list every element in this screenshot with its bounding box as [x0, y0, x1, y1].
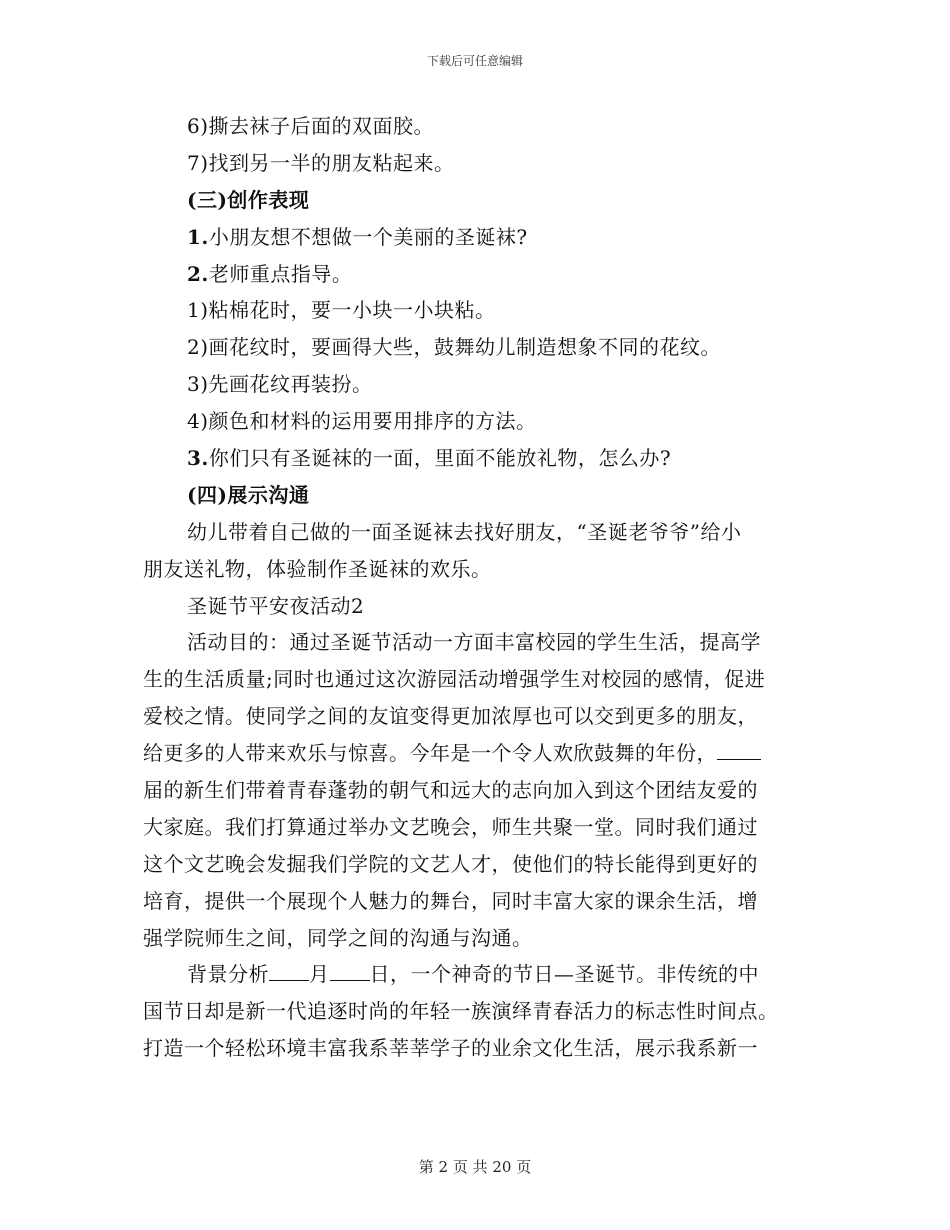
- item-number: 2.: [187, 261, 209, 286]
- paragraph-line: 培育，提供一个展现个人魅力的舞台，同时丰富大家的课余生活，增: [143, 888, 758, 913]
- paragraph-line: 强学院师生之间，同学之间的沟通与沟通。: [143, 925, 533, 950]
- paragraph-line: 这个文艺晚会发掘我们学院的文艺人才，使他们的特长能得到更好的: [143, 851, 758, 876]
- paragraph-line: 国节日却是新一代追逐时尚的年轻一族演绎青春活力的标志性时间点。: [143, 999, 779, 1024]
- list-item: 2)画花纹时，要画得大些，鼓舞幼儿制造想象不同的花纹。: [187, 335, 722, 360]
- paragraph-line: [143, 956, 811, 993]
- page-header: 下载后可任意编辑: [426, 54, 523, 68]
- paragraph-line: 届的新生们带着青春蓬勃的朝气和远大的志向加入到这个团结友爱的: [143, 778, 758, 803]
- list-item: 7)找到另一半的朋友粘起来。: [187, 150, 455, 175]
- list-item: [143, 219, 811, 256]
- item-text: 老师重点指导。: [208, 261, 353, 286]
- paragraph-line: 打造一个轻松环境丰富我系莘莘学子的业余文化生活，展示我系新一: [143, 1036, 758, 1061]
- paragraph-line: 大家庭。我们打算通过举办文艺晚会，师生共聚一堂。同时我们通过: [143, 814, 758, 839]
- list-item: 4)颜色和材料的运用要用排序的方法。: [187, 409, 537, 434]
- section-heading: (三)创作表现: [187, 187, 310, 212]
- fill-blank: [330, 962, 370, 981]
- page-number: 第 2 页 共 20 页: [418, 1158, 532, 1176]
- section-heading: (四)展示沟通: [187, 482, 310, 507]
- list-item: 6)撕去袜子后面的双面胶。: [187, 114, 435, 138]
- fill-blank: [717, 741, 761, 760]
- item-number: 3.: [187, 446, 209, 471]
- line-text: 给更多的人带来欢乐与惊喜。今年是一个令人欢欣鼓舞的年份，: [143, 741, 717, 766]
- paragraph-line: 幼儿带着自己做的一面圣诞袜去找好朋友，“圣诞老爷爷”给小: [187, 519, 742, 544]
- paragraph-line: 爱校之情。使同学之间的友谊变得更加浓厚也可以交到更多的朋友，: [143, 704, 758, 729]
- line-text: 日，一个神奇的节日—圣诞节。非传统的中: [369, 962, 759, 987]
- list-item: [143, 256, 811, 293]
- fill-blank: [269, 962, 309, 981]
- paragraph-line: 活动目的：通过圣诞节活动一方面丰富校园的学生生活，提高学: [187, 630, 761, 655]
- line-text: 月: [309, 962, 330, 987]
- list-item: 1)粘棉花时，要一小块一小块粘。: [187, 298, 496, 323]
- document-body: [143, 108, 811, 1067]
- paragraph-line: [143, 735, 811, 772]
- item-number: 1.: [187, 224, 209, 249]
- list-item: [143, 440, 811, 477]
- item-text: 你们只有圣诞袜的一面，里面不能放礼物，怎么办?: [208, 446, 672, 471]
- line-text: 背景分析: [187, 962, 269, 987]
- paragraph-line: 生的生活质量;同时也通过这次游园活动增强学生对校园的感情，促进: [143, 667, 766, 692]
- item-text: 小朋友想不想做一个美丽的圣诞袜?: [208, 224, 528, 249]
- subtitle: 圣诞节平安夜活动2: [187, 593, 365, 618]
- list-item: 3)先画花纹再装扮。: [187, 372, 373, 397]
- paragraph-line: 朋友送礼物，体验制作圣诞袜的欢乐。: [143, 556, 492, 581]
